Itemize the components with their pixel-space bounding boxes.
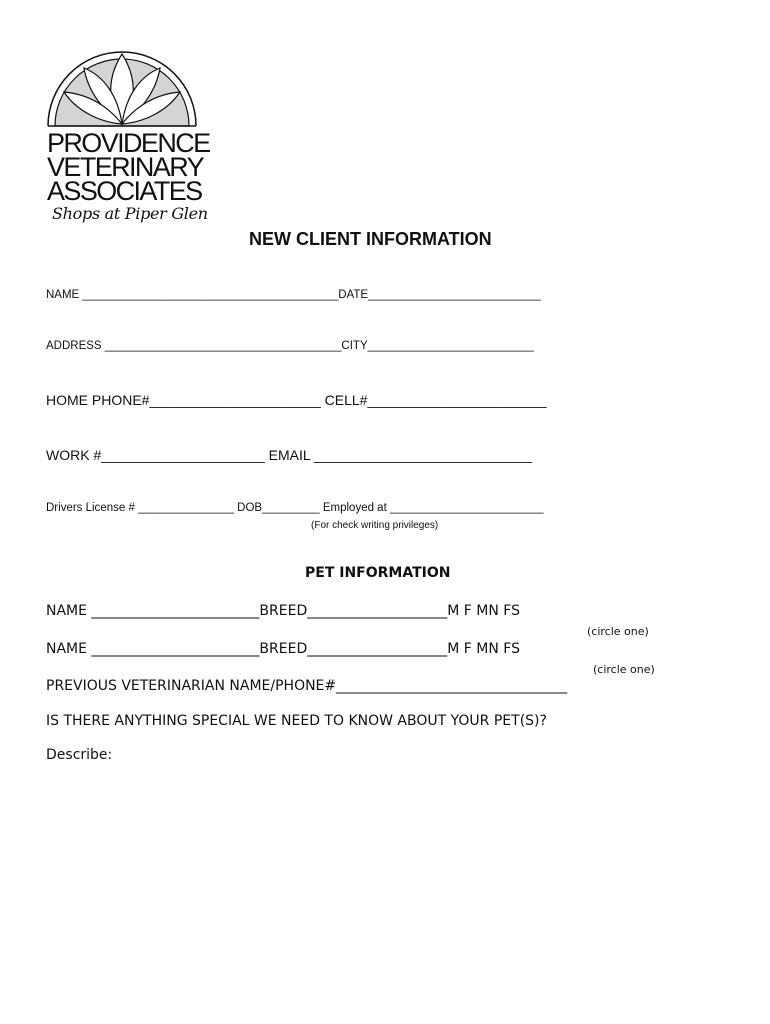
- license-note: (For check writing privileges): [311, 520, 439, 531]
- license-dob-employer-field-line[interactable]: Drivers License # _______________ DOB_________ Employed at ________________________: [46, 502, 544, 514]
- special-needs-question: IS THERE ANYTHING SPECIAL WE NEED TO KNOW ABOUT YOUR PET(S)?: [46, 713, 547, 729]
- logo-text-line3: ASSOCIATES: [47, 176, 202, 206]
- pet-section-title: PET INFORMATION: [305, 565, 451, 581]
- describe-label: Describe:: [46, 747, 113, 763]
- pet2-circle-note: (circle one): [593, 663, 655, 676]
- form-title: NEW CLIENT INFORMATION: [249, 229, 492, 249]
- previous-vet-field-line[interactable]: PREVIOUS VETERINARIAN NAME/PHONE#_________________________________: [46, 678, 568, 694]
- logo-text-line1: PROVIDENCE: [47, 128, 210, 158]
- logo-text-line2: VETERINARY: [47, 152, 204, 182]
- pet1-circle-note: (circle one): [587, 625, 649, 638]
- pet2-field-line[interactable]: NAME ________________________BREED____________________M F MN FS: [46, 641, 520, 657]
- pet1-field-line[interactable]: NAME ________________________BREED____________________M F MN FS: [46, 603, 520, 619]
- address-city-field-line[interactable]: ADDRESS _____________________________________CITY__________________________: [46, 340, 534, 352]
- logo-tagline: Shops at Piper Glen: [52, 204, 208, 223]
- lotus-semicircle-icon: [46, 46, 198, 128]
- name-date-field-line[interactable]: NAME ________________________________________DATE___________________________: [46, 289, 541, 301]
- phone-cell-field-line[interactable]: HOME PHONE#______________________ CELL#_______________________: [46, 392, 547, 408]
- work-email-field-line[interactable]: WORK #_____________________ EMAIL ____________________________: [46, 447, 533, 463]
